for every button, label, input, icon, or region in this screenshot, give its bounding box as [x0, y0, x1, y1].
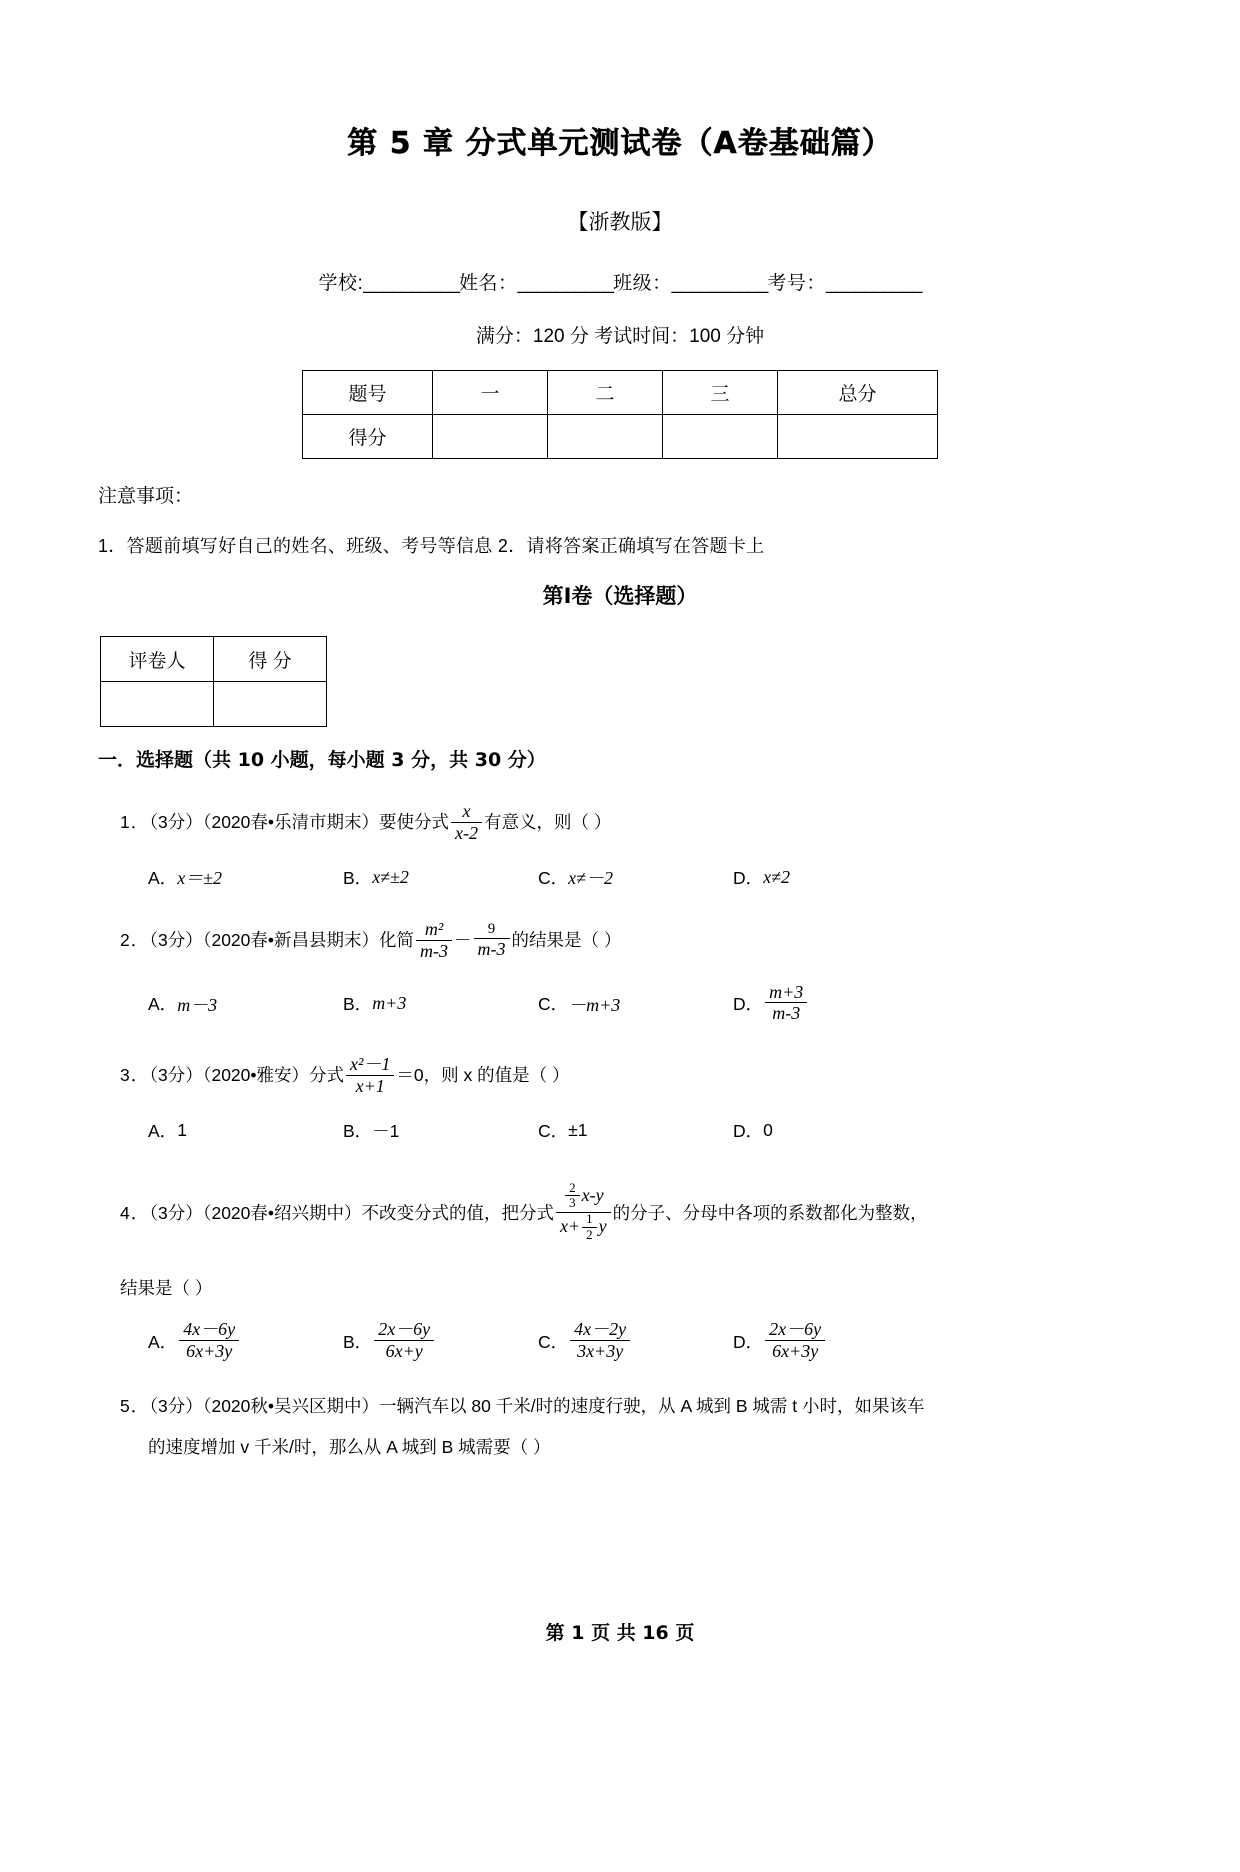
option-d-label: D．: [733, 1331, 764, 1352]
option-a-body: x＝±2: [177, 868, 223, 889]
option-b-label: B．: [343, 1120, 373, 1141]
option-a-label: A．: [148, 867, 178, 888]
exam-no-label: 考号：: [767, 273, 826, 294]
question-1-fraction: [451, 801, 482, 843]
question-2-fraction-2: [474, 921, 510, 960]
option-a-label: A．: [148, 1120, 178, 1141]
name-label: 姓名：: [458, 273, 518, 294]
fraction-denominator: m-3: [772, 1003, 801, 1024]
table-row: [101, 637, 327, 682]
score-row-label-1: 题号: [303, 371, 433, 415]
option-a[interactable]: [148, 1320, 343, 1362]
option-c[interactable]: [538, 1320, 733, 1362]
inner-fraction-numerator: [565, 1181, 580, 1212]
grader-header-2: 得 分: [214, 637, 327, 682]
option-d-label: D．: [733, 994, 764, 1015]
fraction-denominator: 6x+3y: [186, 1340, 233, 1361]
question-5-source: （2020秋•吴兴区期中）: [202, 1395, 380, 1416]
grader-header-1: 评卷人: [101, 637, 214, 682]
option-d-fraction: [765, 1319, 825, 1361]
fraction-numerator: [556, 1179, 611, 1214]
class-blank[interactable]: __________: [671, 273, 768, 294]
fraction-numerator: 2: [565, 1181, 580, 1197]
option-c-body: －m+3: [568, 994, 621, 1015]
fraction-denominator: m-3: [420, 941, 449, 962]
fraction-numerator: m+3: [765, 982, 807, 1004]
page-subtitle: 【浙教版】: [567, 210, 673, 234]
exam-page: [0, 118, 1240, 1872]
question-2: [120, 920, 1130, 962]
question-4-line2: 结果是（ ）: [120, 1278, 213, 1299]
question-5-number: 5．: [120, 1395, 150, 1416]
option-b[interactable]: [343, 864, 538, 890]
fraction-denominator: 2: [586, 1227, 593, 1243]
option-a-fraction: [179, 1319, 239, 1361]
question-2-options: [148, 983, 928, 1025]
exam-meta: 满分：120 分 考试时间：100 分钟: [475, 326, 765, 347]
denominator-tail: y: [598, 1216, 607, 1237]
option-b-fraction: [374, 1319, 434, 1361]
question-4-text-after: 的分子、分母中各项的系数都化为整数，: [612, 1202, 928, 1223]
option-c-label: C．: [538, 994, 569, 1015]
fraction-numerator: 2x－6y: [765, 1319, 825, 1341]
fraction-denominator: 3: [569, 1195, 576, 1211]
score-cell-1[interactable]: [433, 415, 548, 459]
fraction-denominator: m-3: [477, 939, 506, 960]
option-c[interactable]: [538, 1118, 733, 1143]
option-d-label: D．: [733, 1120, 764, 1141]
question-4: [120, 1179, 1130, 1246]
school-blank[interactable]: __________: [363, 273, 459, 294]
score-col-1: 一: [433, 371, 548, 415]
score-cell-3[interactable]: [663, 415, 778, 459]
denominator-head: x+: [560, 1216, 581, 1237]
grader-table-wrapper: [100, 636, 1240, 727]
question-2-fraction-1: [416, 919, 452, 961]
grader-table: [100, 636, 327, 727]
page-footer: 第 1 页 共 16 页: [545, 1622, 695, 1644]
page-title: 第 5 章 分式单元测试卷（A卷基础篇）: [347, 126, 893, 161]
fraction-numerator: 9: [474, 921, 510, 939]
option-a[interactable]: [148, 983, 343, 1025]
question-3: [120, 1055, 1130, 1097]
option-b-label: B．: [343, 994, 373, 1015]
question-5-text-line1: 一辆汽车以 80 千米/时的速度行驶，从 A 城到 B 城需 t 小时，如果该车: [379, 1395, 925, 1416]
question-1-score: （3分）: [149, 811, 203, 832]
question-3-options: [148, 1118, 928, 1143]
question-3-score: （3分）: [149, 1064, 203, 1085]
fraction-denominator: [556, 1213, 611, 1244]
class-label: 班级：: [613, 273, 672, 294]
table-row: [303, 371, 938, 415]
fraction-denominator: 6x+y: [385, 1340, 423, 1361]
part-heading: 一．选择题（共 10 小题，每小题 3 分，共 30 分）: [98, 749, 546, 771]
question-1: [120, 802, 1130, 844]
score-table-wrapper: [0, 370, 1240, 459]
notice-title: 注意事项：: [98, 486, 194, 507]
fraction-numerator: 4x－2y: [570, 1319, 630, 1341]
fraction-denominator: 3x+3y: [577, 1340, 624, 1361]
option-c-fraction: [570, 1319, 630, 1361]
score-table: [302, 370, 938, 459]
option-c-label: C．: [538, 867, 569, 888]
table-row: [303, 415, 938, 459]
option-b[interactable]: [343, 983, 538, 1025]
fraction-denominator: x+1: [355, 1075, 385, 1096]
option-d-body: x≠2: [763, 866, 791, 887]
question-3-text-after: ＝0，则 x 的值是（ ）: [396, 1064, 570, 1085]
school-label: 学校:: [318, 273, 364, 294]
question-1-source: （2020春•乐清市期末）: [202, 811, 380, 832]
option-b[interactable]: [343, 1118, 538, 1143]
question-4-text: 不改变分式的值，把分式: [361, 1202, 555, 1223]
question-2-text-after: 的结果是（ ）: [511, 930, 622, 951]
fraction-numerator: 4x－6y: [179, 1319, 239, 1341]
question-2-number: 2．: [120, 930, 150, 951]
question-4-source: （2020春•绍兴期中）: [202, 1202, 362, 1223]
option-a[interactable]: [148, 864, 343, 890]
question-4-score: （3分）: [149, 1202, 203, 1223]
question-5: [120, 1389, 1130, 1424]
question-2-text: 化简: [379, 930, 415, 951]
question-3-source: （2020•雅安）: [202, 1064, 310, 1085]
student-info-line: [0, 268, 1240, 295]
option-c-body: ±1: [568, 1119, 588, 1140]
question-2-source: （2020春•新昌县期末）: [202, 930, 380, 951]
exam-no-blank[interactable]: __________: [825, 273, 922, 294]
fraction-denominator: 6x+3y: [772, 1340, 819, 1361]
score-col-3: 三: [663, 371, 778, 415]
option-a[interactable]: [148, 1118, 343, 1143]
question-4-options: [148, 1320, 928, 1362]
score-col-total: 总分: [778, 371, 938, 415]
fraction-denominator: x-2: [455, 822, 479, 843]
option-d-fraction: [765, 982, 807, 1024]
option-d-label: D．: [733, 867, 764, 888]
option-d[interactable]: [733, 864, 928, 890]
option-a-label: A．: [148, 1331, 178, 1352]
question-4-fraction: [556, 1179, 611, 1245]
inner-fraction-denominator: [582, 1212, 597, 1243]
score-col-2: 二: [548, 371, 663, 415]
question-5-score: （3分）: [149, 1395, 203, 1416]
question-3-fraction: [346, 1054, 394, 1096]
option-c-label: C．: [538, 1120, 569, 1141]
fraction-numerator: 2x－6y: [374, 1319, 434, 1341]
score-cell-total[interactable]: [778, 415, 938, 459]
option-c-body: x≠－2: [568, 868, 614, 889]
question-3-number: 3．: [120, 1064, 150, 1085]
option-b-label: B．: [343, 867, 373, 888]
fraction-numerator: m²: [416, 919, 452, 941]
score-row-label-2: 得分: [303, 415, 433, 459]
option-d[interactable]: [733, 983, 928, 1025]
volume-heading: 第Ⅰ卷（选择题）: [542, 584, 698, 608]
table-row: [101, 682, 327, 727]
question-3-text: 分式: [309, 1064, 345, 1085]
option-d-body: 0: [763, 1119, 773, 1140]
question-1-text: 要使分式: [379, 811, 450, 832]
fraction-numerator: x: [451, 801, 482, 823]
fraction-numerator: x²－1: [346, 1054, 394, 1076]
option-b[interactable]: [343, 1320, 538, 1362]
name-blank[interactable]: __________: [517, 273, 614, 294]
option-b-label: B．: [343, 1331, 373, 1352]
option-b-body: x≠±2: [372, 866, 409, 887]
question-2-score: （3分）: [149, 930, 203, 951]
question-2-operator: －: [454, 930, 472, 951]
grader-cell-2[interactable]: [214, 682, 327, 727]
option-a-body: m－3: [177, 994, 218, 1015]
option-c[interactable]: [538, 983, 733, 1025]
numerator-tail: x-y: [581, 1184, 604, 1205]
option-d[interactable]: [733, 1118, 928, 1143]
option-d[interactable]: [733, 1320, 928, 1362]
fraction-numerator: 1: [582, 1212, 597, 1228]
option-a-label: A．: [148, 994, 178, 1015]
option-a-body: 1: [177, 1119, 187, 1140]
notice-body: 1．答题前填写好自己的姓名、班级、考号等信息 2．请将答案正确填写在答题卡上: [98, 536, 765, 556]
question-1-text-after: 有意义，则（ ）: [484, 811, 612, 832]
question-1-options: [148, 864, 928, 890]
option-b-body: －1: [372, 1120, 400, 1141]
question-1-number: 1．: [120, 811, 150, 832]
question-4-number: 4．: [120, 1202, 150, 1223]
option-b-body: m+3: [372, 993, 407, 1014]
grader-cell-1[interactable]: [101, 682, 214, 727]
option-c-label: C．: [538, 1331, 569, 1352]
question-5-line2: 的速度增加 v 千米/时，那么从 A 城到 B 城需要（ ）: [148, 1436, 551, 1457]
score-cell-2[interactable]: [548, 415, 663, 459]
option-c[interactable]: [538, 864, 733, 890]
